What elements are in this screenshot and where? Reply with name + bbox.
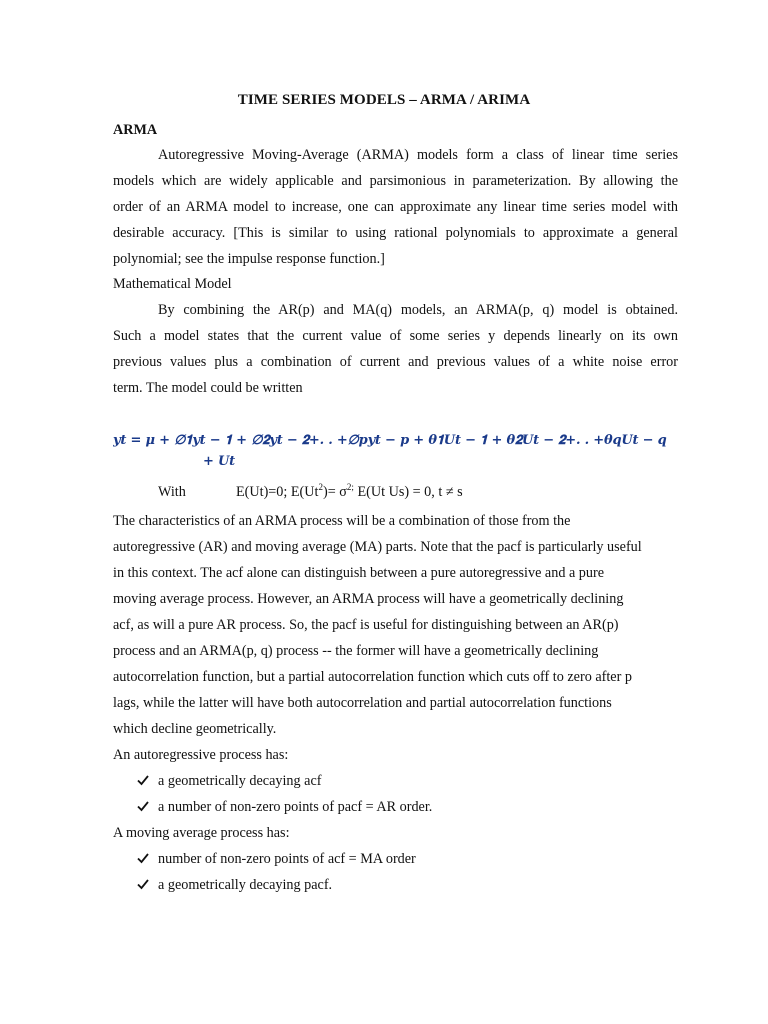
intro-line-2: models which are widely applicable and parsimonious in parameterization. By allowing the (113, 173, 678, 189)
ma-process-intro: A moving average process has: (113, 825, 290, 841)
model-line-2: Such a model states that the current value of some series y depends linearly on its own (113, 328, 678, 344)
intro-line-4: desirable accuracy. [This is similar to using rational polynomials to approximate a general (113, 225, 678, 241)
intro-line-3: order of an ARMA model to increase, one can approximate any linear time series model with (113, 199, 678, 215)
assumption-variance: )= σ (322, 484, 347, 500)
char-line-6: process and an ARMA(p, q) process -- the former will have a geometrically declining (113, 643, 599, 659)
ar-bullet-2: a number of non-zero points of pacf = AR order. (158, 799, 433, 815)
assumption-sup-1: 2 (318, 482, 323, 492)
assumption-independence: E(Ut Us) = 0, t ≠ s (353, 484, 463, 500)
ar-bullet-1: a geometrically decaying acf (158, 773, 322, 789)
ar-process-intro: An autoregressive process has: (113, 747, 289, 763)
char-line-7: autocorrelation function, but a partial autocorrelation function which cuts off to zero after p (113, 669, 632, 685)
ma-bullet-1: number of non-zero points of acf = MA order (158, 851, 416, 867)
subheading-math-model: Mathematical Model (113, 276, 232, 292)
checkmark-icon (136, 877, 150, 891)
ma-bullet-2: a geometrically decaying pacf. (158, 877, 333, 893)
model-line-1: By combining the AR(p) and MA(q) models, an ARMA(p, q) model is obtained. (158, 302, 678, 318)
with-label: With (158, 484, 186, 500)
char-line-5: acf, as will a pure AR process. So, the pacf is useful for distinguishing between an AR(p) (113, 617, 619, 633)
char-line-9: which decline geometrically. (113, 721, 277, 737)
intro-line-5: polynomial; see the impulse response function.] (113, 251, 385, 267)
section-heading-arma: ARMA (113, 122, 158, 138)
assumption-sup-2: 2; (346, 482, 354, 492)
char-line-2: autoregressive (AR) and moving average (MA) parts. Note that the pacf is particularly useful (113, 539, 642, 555)
checkmark-icon (136, 773, 150, 787)
char-line-3: in this context. The acf alone can distinguish between a pure autoregressive and a pure (113, 565, 605, 581)
checkmark-icon (136, 799, 150, 813)
error-assumptions (236, 484, 463, 501)
intro-line-1: Autoregressive Moving-Average (ARMA) models form a class of linear time series (158, 147, 678, 163)
char-line-8: lags, while the latter will have both autocorrelation and partial autocorrelation functions (113, 695, 612, 711)
model-line-3: previous values plus a combination of current and previous values of a white noise error (113, 354, 678, 370)
model-line-4: term. The model could be written (113, 380, 303, 396)
char-line-1: The characteristics of an ARMA process will be a combination of those from the (113, 513, 571, 529)
arma-equation-line-1: 𝒚𝒕 = 𝝁 + ∅𝟏𝒚𝒕 − 𝟏 + ∅𝟐𝒚𝒕 − 𝟐+. . +∅𝒑𝒚𝒕 − 𝒑 + 𝜽𝟏𝑼𝒕 − 𝟏 + 𝜽𝟐𝑼𝒕 − 𝟐+. . +𝜽𝒒𝑼𝒕 − 𝒒 (113, 433, 667, 448)
char-line-4: moving average process. However, an ARMA process will have a geometrically declining (113, 591, 624, 607)
arma-equation-line-2: + 𝑼𝒕 (203, 454, 235, 469)
page-title: TIME SERIES MODELS – ARMA / ARIMA (237, 92, 531, 108)
assumption-mean: E(Ut)=0; E(Ut (236, 484, 319, 500)
checkmark-icon (136, 851, 150, 865)
